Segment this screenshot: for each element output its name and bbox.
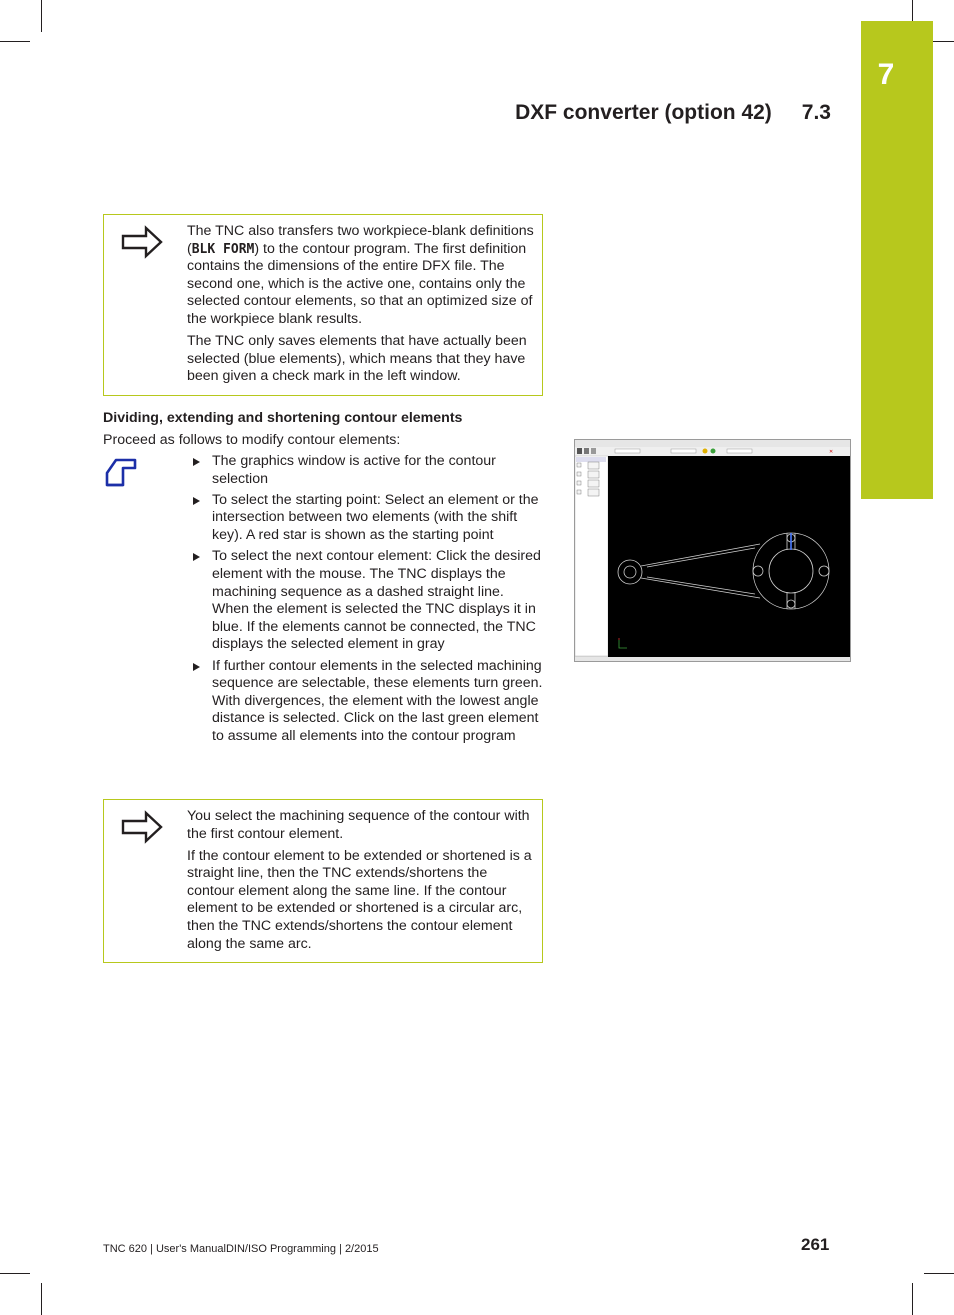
keyword-blk-form: BLK FORM <box>191 241 255 257</box>
note-paragraph: The TNC only saves elements that have actually been selected (blue elements), which means that they have been given a check mark in the left window. <box>187 333 527 385</box>
page-header <box>515 101 831 125</box>
crop-mark <box>912 1283 913 1315</box>
crop-mark <box>0 1273 30 1274</box>
crop-mark <box>924 1273 954 1274</box>
crop-mark <box>41 1283 42 1315</box>
note-arrow-icon <box>121 810 163 844</box>
section-heading: Dividing, extending and shortening contour elements <box>103 410 463 426</box>
contour-select-icon <box>103 456 137 488</box>
header-title: DXF converter (option 42) <box>515 101 772 124</box>
svg-text:✕: ✕ <box>829 449 834 455</box>
bullet-arrow-icon <box>193 553 200 561</box>
list-item <box>191 658 543 746</box>
list-item <box>191 548 543 654</box>
page-number: 261 <box>801 1235 830 1254</box>
dxf-converter-screenshot <box>574 439 851 662</box>
list-item-text: If further contour elements in the selected machining sequence are selectable, these elements turn green. With divergences, the element with the lowest angle distance is selected. Click on the last green element to assume all elements into the contour program <box>212 657 543 744</box>
screenshot-graphic <box>575 440 850 661</box>
note-text: ) to the contour program. The first definition contains the dimensions of the entire DFX file. The second one, which is the active one, contains only the selected contour elements, so that an optimized size of the workpiece blank results. <box>187 240 533 327</box>
header-section: 7.3 <box>801 101 831 124</box>
note-box <box>103 214 543 396</box>
note-paragraph <box>187 223 537 329</box>
note-paragraph: If the contour element to be extended or shortened is a straight line, then the TNC extends/shortens the contour element along the same line. If the contour element to be extended or shortened is a circular arc, then the TNC extends/shortens the contour element along the same arc. <box>187 847 532 952</box>
list-item-text: To select the starting point: Select an element or the intersection between two elements (with the shift key). A red star is shown as the starting point <box>212 491 539 544</box>
list-item <box>191 453 543 488</box>
bullet-arrow-icon <box>193 458 200 466</box>
bullet-arrow-icon <box>193 497 200 505</box>
list-item <box>191 492 543 545</box>
crop-mark <box>0 41 30 42</box>
crop-mark <box>41 0 42 32</box>
list-item-text: The graphics window is active for the contour selection <box>212 453 496 487</box>
note-text: The TNC also transfers two workpiece-blank definitions ( <box>187 223 534 257</box>
chapter-number: 7 <box>877 58 895 91</box>
step-list <box>191 453 543 749</box>
bullet-arrow-icon <box>193 663 200 671</box>
note-paragraph: You select the machining sequence of the contour with the first contour element. <box>187 808 530 842</box>
note-box <box>103 799 543 963</box>
footer-text: TNC 620 | User's ManualDIN/ISO Programming | 2/2015 <box>103 1243 379 1255</box>
chapter-tab <box>861 21 933 499</box>
list-item-text: To select the next contour element: Click the desired element with the mouse. The TNC displays the machining sequence as a dashed straight line. When the element is selected the TNC displays it in blue. If the elements cannot be connected, the TNC displays the selected element in gray <box>212 548 541 653</box>
section-intro: Proceed as follows to modify contour elements: <box>103 432 401 448</box>
note-arrow-icon <box>121 225 163 259</box>
